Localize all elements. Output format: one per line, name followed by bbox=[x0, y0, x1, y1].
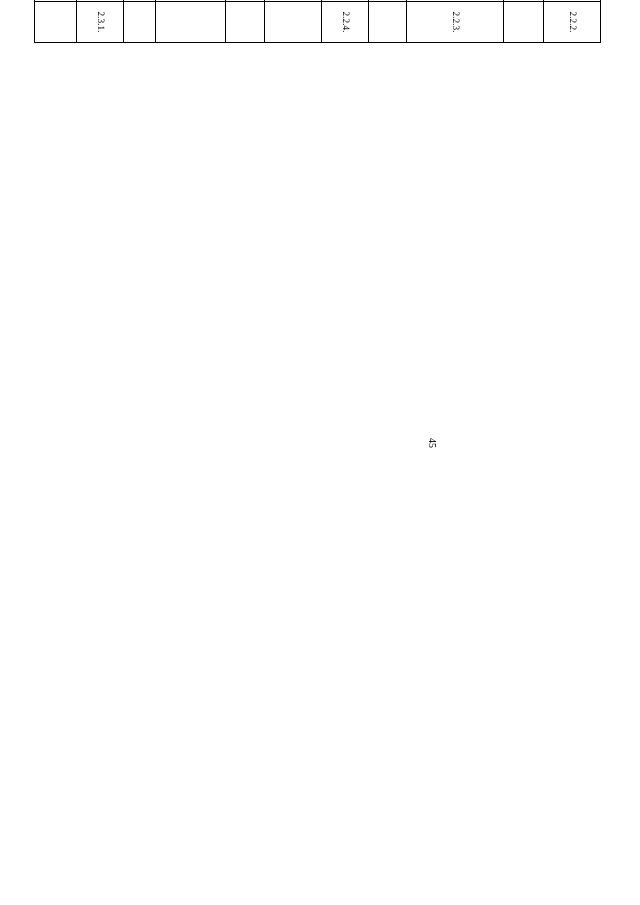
table-row bbox=[544, 0, 601, 43]
table-row bbox=[77, 0, 124, 43]
row-number-cell bbox=[124, 2, 156, 43]
row-number-cell: 2.2.2. bbox=[544, 2, 601, 43]
rotated-page bbox=[41, 0, 601, 43]
row-number-cell bbox=[265, 2, 322, 43]
table-row bbox=[35, 0, 77, 43]
table-row bbox=[124, 0, 156, 43]
table-row bbox=[322, 0, 369, 43]
table-row bbox=[156, 0, 226, 43]
row-number-cell: 2.3.1. bbox=[77, 2, 124, 43]
row-number-cell bbox=[35, 2, 77, 43]
table-row bbox=[407, 0, 504, 43]
row-number-cell bbox=[156, 2, 226, 43]
table-row bbox=[226, 0, 265, 43]
row-number-cell bbox=[504, 2, 544, 43]
row-name-cell bbox=[77, 0, 124, 2]
row-name-cell bbox=[369, 0, 407, 2]
row-name-cell bbox=[156, 0, 226, 2]
row-name-cell bbox=[407, 0, 504, 2]
table-row bbox=[504, 0, 544, 43]
row-number-cell: 2.2.3. bbox=[407, 2, 504, 43]
row-number-cell bbox=[226, 2, 265, 43]
row-number-cell bbox=[369, 2, 407, 43]
row-name-cell bbox=[124, 0, 156, 2]
row-name-cell bbox=[544, 0, 601, 2]
table-row bbox=[369, 0, 407, 43]
page-number: 45 bbox=[426, 438, 437, 448]
row-name-cell bbox=[504, 0, 544, 2]
row-name-cell bbox=[322, 0, 369, 2]
row-number-cell: 2.2.4. bbox=[322, 2, 369, 43]
row-name-cell bbox=[226, 0, 265, 2]
row-name-cell bbox=[265, 0, 322, 2]
row-name-cell bbox=[35, 0, 77, 2]
control-points-table bbox=[34, 0, 601, 43]
table-row bbox=[265, 0, 322, 43]
